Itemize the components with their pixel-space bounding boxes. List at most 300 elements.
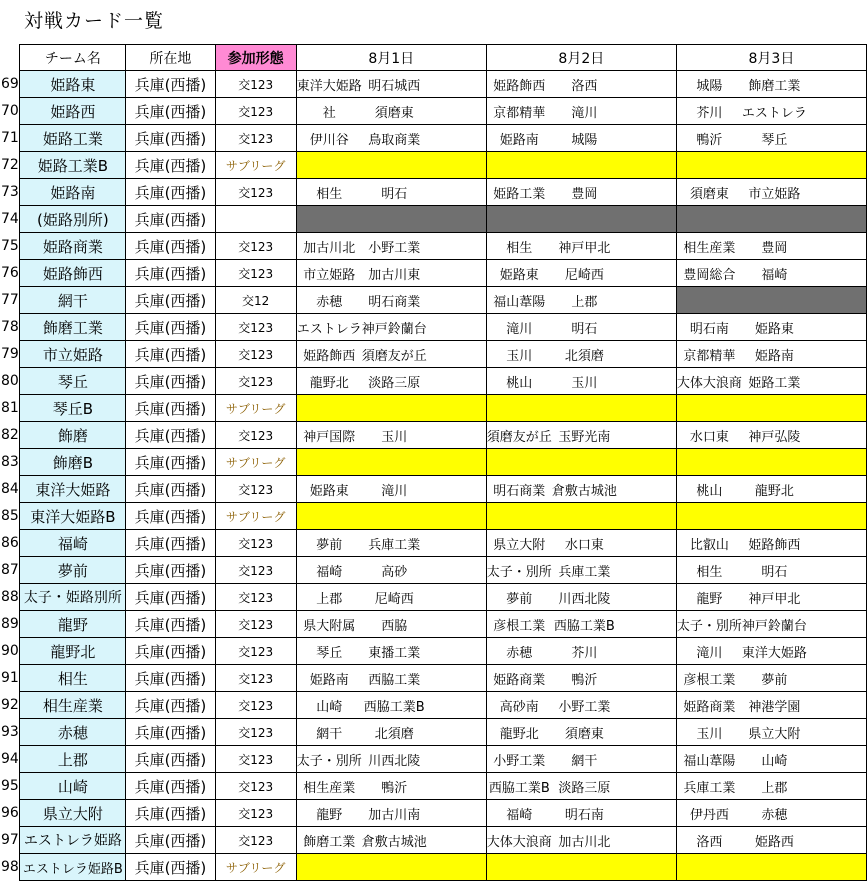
table-row [0, 665, 867, 692]
opponent-cell: 福崎 [486, 800, 552, 827]
participation-format: 交123 [215, 341, 296, 368]
team-name: 姫路西 [20, 98, 126, 125]
participation-format: サブリーグ [215, 449, 296, 476]
table-row [0, 854, 867, 881]
table-row [0, 746, 867, 773]
opponent-spacer-cell [617, 368, 677, 395]
opponent-cell: 加古川東 [362, 260, 427, 287]
opponent-cell: 兵庫工業 [552, 557, 617, 584]
opponent-cell: 夢前 [742, 665, 807, 692]
opponent-cell: 倉敷古城池 [362, 827, 427, 854]
opponent-cell: エストレラ [296, 314, 362, 341]
team-name: 飾磨 [20, 422, 126, 449]
participation-format: 交123 [215, 746, 296, 773]
row-number: 83 [1, 454, 19, 470]
opponent-cell: 尼崎西 [552, 260, 617, 287]
header-day-3: 8月3日 [676, 45, 866, 71]
opponent-cell: 高砂 [362, 557, 427, 584]
opponent-cell: 太子・別所 [296, 746, 362, 773]
opponent-spacer-cell [427, 584, 487, 611]
table-row [0, 341, 867, 368]
opponent-cell [676, 854, 742, 881]
table-row [0, 395, 867, 422]
opponent-spacer-cell [617, 827, 677, 854]
header-day-2: 8月2日 [486, 45, 676, 71]
table-row [0, 611, 867, 638]
opponent-cell [742, 503, 807, 530]
opponent-cell: 彦根工業 [486, 611, 552, 638]
participation-format: 交123 [215, 530, 296, 557]
opponent-spacer-cell [427, 152, 487, 179]
opponent-cell: 兵庫工業 [362, 530, 427, 557]
opponent-cell [676, 449, 742, 476]
row-number: 77 [1, 292, 19, 308]
team-location: 兵庫(西播) [126, 638, 215, 665]
opponent-cell [742, 152, 807, 179]
opponent-spacer-cell [427, 449, 487, 476]
team-location: 兵庫(西播) [126, 179, 215, 206]
opponent-cell: 玉川 [362, 422, 427, 449]
opponent-cell: 山崎 [742, 746, 807, 773]
team-location: 兵庫(西播) [126, 125, 215, 152]
opponent-cell: 小野工業 [486, 746, 552, 773]
opponent-cell: 水口東 [676, 422, 742, 449]
table-row [0, 773, 867, 800]
row-number: 75 [1, 238, 19, 254]
opponent-cell: 龍野北 [486, 719, 552, 746]
participation-format: 交123 [215, 719, 296, 746]
opponent-spacer-cell [807, 854, 867, 881]
opponent-cell: 比叡山 [676, 530, 742, 557]
opponent-cell [486, 395, 552, 422]
opponent-cell: 県立大附 [486, 530, 552, 557]
opponent-spacer-cell [617, 395, 677, 422]
table-row [0, 125, 867, 152]
team-location: 兵庫(西播) [126, 98, 215, 125]
row-number: 80 [1, 373, 19, 389]
opponent-cell: エストレラ [742, 98, 807, 125]
opponent-cell: 明石商業 [362, 287, 427, 314]
opponent-cell [676, 206, 742, 233]
row-number: 71 [1, 130, 19, 146]
opponent-cell: 彦根工業 [676, 665, 742, 692]
participation-format: 交123 [215, 98, 296, 125]
opponent-spacer-cell [807, 125, 867, 152]
opponent-cell [742, 287, 807, 314]
team-name: 相生産業 [20, 692, 126, 719]
opponent-spacer-cell [427, 719, 487, 746]
row-number: 89 [1, 616, 19, 632]
opponent-spacer-cell [617, 719, 677, 746]
opponent-spacer-cell [807, 179, 867, 206]
participation-format: 交123 [215, 692, 296, 719]
opponent-cell: 夢前 [296, 530, 362, 557]
participation-format: 交123 [215, 557, 296, 584]
opponent-spacer-cell [617, 260, 677, 287]
table-row [0, 530, 867, 557]
opponent-cell [362, 152, 427, 179]
participation-format: 交123 [215, 314, 296, 341]
opponent-cell: 加古川北 [296, 233, 362, 260]
row-number: 79 [1, 346, 19, 362]
opponent-cell: 玉川 [676, 719, 742, 746]
opponent-spacer-cell [807, 152, 867, 179]
opponent-cell: 上郡 [296, 584, 362, 611]
opponent-spacer-cell [807, 260, 867, 287]
team-name: 琴丘B [20, 395, 126, 422]
opponent-spacer-cell [807, 584, 867, 611]
team-name: 姫路工業B [20, 152, 126, 179]
opponent-cell [486, 449, 552, 476]
opponent-cell: 桃山 [676, 476, 742, 503]
opponent-cell: 須磨友が丘 [486, 422, 552, 449]
opponent-cell: 姫路飾西 [486, 71, 552, 98]
opponent-cell: 飾磨工業 [742, 71, 807, 98]
team-location: 兵庫(西播) [126, 530, 215, 557]
team-location: 兵庫(西播) [126, 584, 215, 611]
participation-format: 交123 [215, 233, 296, 260]
opponent-cell [296, 503, 362, 530]
team-location: 兵庫(西播) [126, 368, 215, 395]
team-location: 兵庫(西播) [126, 422, 215, 449]
opponent-cell [362, 503, 427, 530]
team-location: 兵庫(西播) [126, 827, 215, 854]
team-name: 太子・姫路別所 [20, 584, 126, 611]
table-row [0, 179, 867, 206]
opponent-cell: 龍野 [676, 584, 742, 611]
opponent-cell: 神戸鈴蘭台 [742, 611, 807, 638]
opponent-cell [296, 152, 362, 179]
opponent-cell: 神戸弘陵 [742, 422, 807, 449]
team-name: (姫路別所) [20, 206, 126, 233]
team-name: 飾磨工業 [20, 314, 126, 341]
opponent-cell: 網干 [552, 746, 617, 773]
opponent-cell [296, 395, 362, 422]
team-location: 兵庫(西播) [126, 854, 215, 881]
row-number: 76 [1, 265, 19, 281]
opponent-spacer-cell [807, 98, 867, 125]
opponent-spacer-cell [427, 98, 487, 125]
opponent-spacer-cell [807, 233, 867, 260]
participation-format: サブリーグ [215, 152, 296, 179]
team-location: 兵庫(西播) [126, 611, 215, 638]
opponent-cell: 姫路商業 [486, 665, 552, 692]
opponent-cell [552, 854, 617, 881]
page-title: 対戦カード一覧 [24, 10, 165, 32]
team-location: 兵庫(西播) [126, 71, 215, 98]
opponent-spacer-cell [807, 341, 867, 368]
opponent-spacer-cell [807, 638, 867, 665]
team-name: 赤穂 [20, 719, 126, 746]
opponent-cell: 姫路飾西 [742, 530, 807, 557]
header-format: 参加形態 [215, 45, 296, 71]
table-row [0, 233, 867, 260]
opponent-cell: 西脇工業B [552, 611, 617, 638]
opponent-cell: 大体大浪商 [486, 827, 552, 854]
table-row [0, 71, 867, 98]
opponent-cell: 須磨東 [362, 98, 427, 125]
opponent-cell: 赤穂 [742, 800, 807, 827]
opponent-cell: 神港学園 [742, 692, 807, 719]
row-number: 98 [1, 859, 19, 875]
team-name: 夢前 [20, 557, 126, 584]
opponent-cell: 明石南 [552, 800, 617, 827]
opponent-spacer-cell [617, 233, 677, 260]
team-name: 福崎 [20, 530, 126, 557]
row-number: 70 [1, 103, 19, 119]
opponent-spacer-cell [617, 584, 677, 611]
opponent-cell: 福崎 [742, 260, 807, 287]
opponent-cell: 洛西 [552, 71, 617, 98]
header-location: 所在地 [126, 45, 215, 71]
opponent-cell: 大体大浪商 [676, 368, 742, 395]
row-number: 91 [1, 670, 19, 686]
opponent-spacer-cell [617, 692, 677, 719]
opponent-cell: 鳥取商業 [362, 125, 427, 152]
opponent-cell [362, 854, 427, 881]
team-location: 兵庫(西播) [126, 314, 215, 341]
opponent-cell: 京都精華 [676, 341, 742, 368]
participation-format: 交123 [215, 368, 296, 395]
opponent-spacer-cell [807, 557, 867, 584]
opponent-spacer-cell [807, 476, 867, 503]
opponent-cell: 赤穂 [296, 287, 362, 314]
row-number: 88 [1, 589, 19, 605]
opponent-cell: 姫路南 [742, 341, 807, 368]
row-number: 87 [1, 562, 19, 578]
opponent-cell: 西脇 [362, 611, 427, 638]
table-row [0, 584, 867, 611]
team-location: 兵庫(西播) [126, 152, 215, 179]
opponent-cell: 龍野北 [296, 368, 362, 395]
opponent-cell: 龍野北 [742, 476, 807, 503]
opponent-spacer-cell [427, 557, 487, 584]
team-name: エストレラ姫路B [20, 854, 126, 881]
opponent-spacer-cell [807, 422, 867, 449]
opponent-cell: 神戸国際 [296, 422, 362, 449]
row-number: 97 [1, 832, 19, 848]
participation-format: 交123 [215, 71, 296, 98]
team-name: 姫路商業 [20, 233, 126, 260]
participation-format: 交123 [215, 827, 296, 854]
opponent-cell: 川西北陵 [552, 584, 617, 611]
opponent-spacer-cell [807, 827, 867, 854]
opponent-spacer-cell [427, 341, 487, 368]
opponent-cell: 倉敷古城池 [552, 476, 617, 503]
opponent-cell: 姫路東 [486, 260, 552, 287]
opponent-spacer-cell [427, 665, 487, 692]
table-row [0, 503, 867, 530]
opponent-spacer-cell [807, 206, 867, 233]
opponent-spacer-cell [427, 314, 487, 341]
table-row [0, 638, 867, 665]
opponent-cell [486, 152, 552, 179]
opponent-spacer-cell [427, 611, 487, 638]
opponent-cell: 上郡 [742, 773, 807, 800]
opponent-cell: 福山葦陽 [676, 746, 742, 773]
team-name: 飾磨B [20, 449, 126, 476]
participation-format: 交12 [215, 287, 296, 314]
opponent-spacer-cell [427, 179, 487, 206]
team-name: 龍野 [20, 611, 126, 638]
opponent-cell: 網干 [296, 719, 362, 746]
opponent-spacer-cell [427, 368, 487, 395]
opponent-cell: 東播工業 [362, 638, 427, 665]
opponent-spacer-cell [617, 206, 677, 233]
opponent-spacer-cell [427, 287, 487, 314]
opponent-cell: 福山葦陽 [486, 287, 552, 314]
opponent-cell: 相生産業 [676, 233, 742, 260]
row-number: 84 [1, 481, 19, 497]
row-number: 96 [1, 805, 19, 821]
row-number: 73 [1, 184, 19, 200]
opponent-spacer-cell [617, 854, 677, 881]
opponent-spacer-cell [427, 530, 487, 557]
team-location: 兵庫(西播) [126, 449, 215, 476]
opponent-cell: 神戸甲北 [742, 584, 807, 611]
opponent-cell: 小野工業 [362, 233, 427, 260]
opponent-spacer-cell [427, 746, 487, 773]
opponent-cell: 玉川 [552, 368, 617, 395]
opponent-cell: 姫路西 [742, 827, 807, 854]
opponent-cell: 玉川 [486, 341, 552, 368]
opponent-cell [362, 206, 427, 233]
team-name: 相生 [20, 665, 126, 692]
opponent-cell: 鴨沂 [552, 665, 617, 692]
opponent-cell: 川西北陵 [362, 746, 427, 773]
opponent-cell [742, 395, 807, 422]
opponent-cell: 伊丹西 [676, 800, 742, 827]
opponent-spacer-cell [807, 395, 867, 422]
opponent-spacer-cell [617, 503, 677, 530]
opponent-cell: 西脇工業B [362, 692, 427, 719]
opponent-cell [676, 152, 742, 179]
table-row [0, 827, 867, 854]
participation-format: サブリーグ [215, 503, 296, 530]
opponent-spacer-cell [427, 854, 487, 881]
opponent-spacer-cell [617, 746, 677, 773]
opponent-cell: 東洋大姫路 [296, 71, 362, 98]
opponent-spacer-cell [807, 665, 867, 692]
participation-format: 交123 [215, 638, 296, 665]
opponent-cell: 太子・別所 [486, 557, 552, 584]
opponent-cell [362, 395, 427, 422]
team-location: 兵庫(西播) [126, 746, 215, 773]
opponent-cell: 龍野 [296, 800, 362, 827]
table-row [0, 692, 867, 719]
opponent-cell: 玉野光南 [552, 422, 617, 449]
participation-format: サブリーグ [215, 395, 296, 422]
opponent-cell [552, 449, 617, 476]
team-location: 兵庫(西播) [126, 341, 215, 368]
team-location: 兵庫(西播) [126, 476, 215, 503]
opponent-spacer-cell [427, 260, 487, 287]
opponent-spacer-cell [617, 341, 677, 368]
opponent-cell: 琴丘 [742, 125, 807, 152]
opponent-spacer-cell [427, 206, 487, 233]
team-name: 山崎 [20, 773, 126, 800]
opponent-cell [552, 206, 617, 233]
opponent-cell: 加古川南 [362, 800, 427, 827]
opponent-cell [552, 395, 617, 422]
header-day-1: 8月1日 [296, 45, 486, 71]
opponent-cell: 姫路商業 [676, 692, 742, 719]
opponent-cell: 県立大附 [742, 719, 807, 746]
opponent-spacer-cell [617, 557, 677, 584]
opponent-cell: 城陽 [552, 125, 617, 152]
team-name: 姫路工業 [20, 125, 126, 152]
opponent-spacer-cell [617, 530, 677, 557]
opponent-cell [296, 206, 362, 233]
opponent-cell [676, 503, 742, 530]
team-name: 姫路東 [20, 71, 126, 98]
row-number: 72 [1, 157, 19, 173]
opponent-cell: 高砂南 [486, 692, 552, 719]
opponent-spacer-cell [807, 800, 867, 827]
opponent-spacer-cell [617, 314, 677, 341]
opponent-cell: 市立姫路 [742, 179, 807, 206]
team-location: 兵庫(西播) [126, 287, 215, 314]
opponent-spacer-cell [617, 638, 677, 665]
opponent-cell: 豊岡 [742, 233, 807, 260]
opponent-cell: 相生 [296, 179, 362, 206]
opponent-cell: 滝川 [486, 314, 552, 341]
opponent-cell: 滝川 [552, 98, 617, 125]
opponent-spacer-cell [427, 422, 487, 449]
match-table [0, 44, 867, 881]
opponent-cell: 県大附属 [296, 611, 362, 638]
table-row [0, 476, 867, 503]
participation-format: 交123 [215, 773, 296, 800]
opponent-cell: 神戸甲北 [552, 233, 617, 260]
opponent-cell: 加古川北 [552, 827, 617, 854]
opponent-cell: 須磨友が丘 [362, 341, 427, 368]
opponent-spacer-cell [617, 125, 677, 152]
table-row [0, 557, 867, 584]
opponent-cell: 明石 [742, 557, 807, 584]
opponent-spacer-cell [807, 287, 867, 314]
opponent-spacer-cell [807, 530, 867, 557]
opponent-spacer-cell [617, 71, 677, 98]
opponent-spacer-cell [427, 638, 487, 665]
team-name: 東洋大姫路 [20, 476, 126, 503]
participation-format [215, 206, 296, 233]
opponent-cell: 須磨東 [552, 719, 617, 746]
opponent-cell: 太子・別所 [676, 611, 742, 638]
participation-format: 交123 [215, 125, 296, 152]
team-location: 兵庫(西播) [126, 395, 215, 422]
participation-format: 交123 [215, 260, 296, 287]
opponent-cell: 洛西 [676, 827, 742, 854]
opponent-cell: 神戸鈴蘭台 [362, 314, 427, 341]
opponent-spacer-cell [427, 503, 487, 530]
opponent-spacer-cell [807, 719, 867, 746]
participation-format: 交123 [215, 584, 296, 611]
opponent-cell [742, 206, 807, 233]
opponent-cell: 福崎 [296, 557, 362, 584]
row-number: 90 [1, 643, 19, 659]
opponent-cell: 明石 [362, 179, 427, 206]
row-number: 94 [1, 751, 19, 767]
row-number: 85 [1, 508, 19, 524]
opponent-cell: 豊岡総合 [676, 260, 742, 287]
opponent-cell: 豊岡 [552, 179, 617, 206]
table-row [0, 287, 867, 314]
team-name: 県立大附 [20, 800, 126, 827]
team-location: 兵庫(西播) [126, 719, 215, 746]
opponent-cell: 夢前 [486, 584, 552, 611]
opponent-cell: 尼崎西 [362, 584, 427, 611]
